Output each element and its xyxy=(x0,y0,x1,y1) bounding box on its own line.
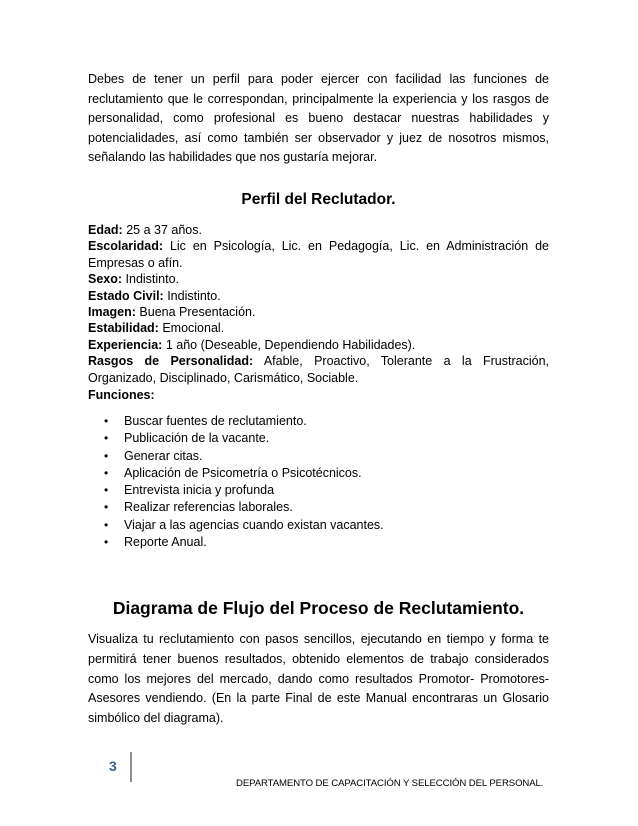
profile-escolaridad-label: Escolaridad: xyxy=(88,239,164,254)
funcion-text: Reporte Anual. xyxy=(124,535,207,550)
funcion-text: Viajar a las agencias cuando existan vacantes. xyxy=(124,517,384,532)
profile-experiencia xyxy=(88,337,549,353)
profile-experiencia-value: 1 año (Deseable, Dependiendo Habilidades). xyxy=(162,337,416,352)
profile-imagen-label: Imagen: xyxy=(88,305,136,320)
profile-estabilidad xyxy=(88,320,549,336)
profile-escolaridad xyxy=(88,238,549,271)
profile-rasgos-value: Afable, Proactivo, Tolerante a la Frustración, Organizado, Disciplinado, Carismático, Sociable. xyxy=(88,354,549,385)
profile-edad-value: 25 a 37 años. xyxy=(122,223,202,237)
funcion-text: Realizar referencias laborales. xyxy=(124,500,293,515)
footer-department: DEPARTAMENTO DE CAPACITACIÓN Y SELECCIÓN DEL PERSONAL. xyxy=(236,778,544,789)
list-item xyxy=(88,448,548,465)
profile-rasgos-label: Rasgos de Personalidad: xyxy=(88,354,254,369)
list-item xyxy=(88,465,548,482)
bullet-icon: • xyxy=(104,414,109,428)
funciones-title: Funciones: xyxy=(88,388,155,402)
funcion-text: Buscar fuentes de reclutamiento. xyxy=(124,414,307,428)
funcion-text: Entrevista inicia y profunda xyxy=(124,483,275,498)
profile-imagen-value: Buena Presentación. xyxy=(135,305,256,320)
bullet-icon: • xyxy=(104,517,109,532)
profile-estado-civil-label: Estado Civil: xyxy=(88,288,164,303)
profile-escolaridad-value: Lic en Psicología, Lic. en Pedagogía, Lic. en Administración de Empresas o afín. xyxy=(88,239,549,270)
bullet-icon: • xyxy=(104,431,109,446)
list-item xyxy=(88,517,548,534)
bullet-icon: • xyxy=(104,483,109,498)
footer-divider xyxy=(130,752,132,782)
profile-rasgos xyxy=(88,353,549,386)
list-item xyxy=(88,499,548,516)
profile-estabilidad-label: Estabilidad: xyxy=(88,321,159,336)
list-item xyxy=(88,534,548,551)
funcion-text: Generar citas. xyxy=(124,448,203,463)
profile-experiencia-label: Experiencia: xyxy=(88,337,163,352)
profile-edad xyxy=(88,222,549,238)
funciones-list xyxy=(88,413,548,551)
bullet-icon: • xyxy=(104,448,109,463)
funcion-text: Publicación de la vacante. xyxy=(124,431,270,446)
profile-sexo-label: Sexo: xyxy=(88,272,123,287)
bullet-icon: • xyxy=(104,465,109,480)
profile-list xyxy=(88,222,549,386)
page-number: 3 xyxy=(109,758,117,774)
diagram-title: Diagrama de Flujo del Proceso de Reclutamiento. xyxy=(112,598,525,618)
profile-sexo xyxy=(88,271,549,287)
profile-estado-civil xyxy=(88,288,549,304)
bullet-icon: • xyxy=(104,500,109,515)
profile-imagen xyxy=(88,304,549,320)
profile-edad-label: Edad: xyxy=(88,223,123,237)
intro-paragraph: Debes de tener un perfil para poder ejercer con facilidad las funciones de reclutamiento que le correspondan, principalmente la experiencia y los rasgos de personalidad, como profesional es bueno destacar nuestras habilidades y potencialidades, así como también ser observador y juez de nosotros mismos, señalando las habilidades que nos gustaría mejorar. xyxy=(88,72,549,165)
funcion-text: Aplicación de Psicometría o Psicotécnicos. xyxy=(124,465,362,480)
profile-estado-civil-value: Indistinto. xyxy=(163,288,221,303)
profile-estabilidad-value: Emocional. xyxy=(158,321,225,336)
list-item xyxy=(88,413,548,430)
profile-title: Perfil del Reclutador. xyxy=(241,191,396,208)
list-item xyxy=(88,430,548,447)
list-item xyxy=(88,482,548,499)
profile-sexo-value: Indistinto. xyxy=(122,272,180,287)
diagram-paragraph: Visualiza tu reclutamiento con pasos sencillos, ejecutando en tiempo y forma te permitirá tener buenos resultados, obtenido elementos de trabajo considerados como los mejores del mercado, dando como resultados Promotor- Promotores-Asesores vendiendo. (En la parte Final de este Manual encontraras un Glosario simbólico del diagrama). xyxy=(88,632,549,726)
bullet-icon: • xyxy=(104,535,109,550)
